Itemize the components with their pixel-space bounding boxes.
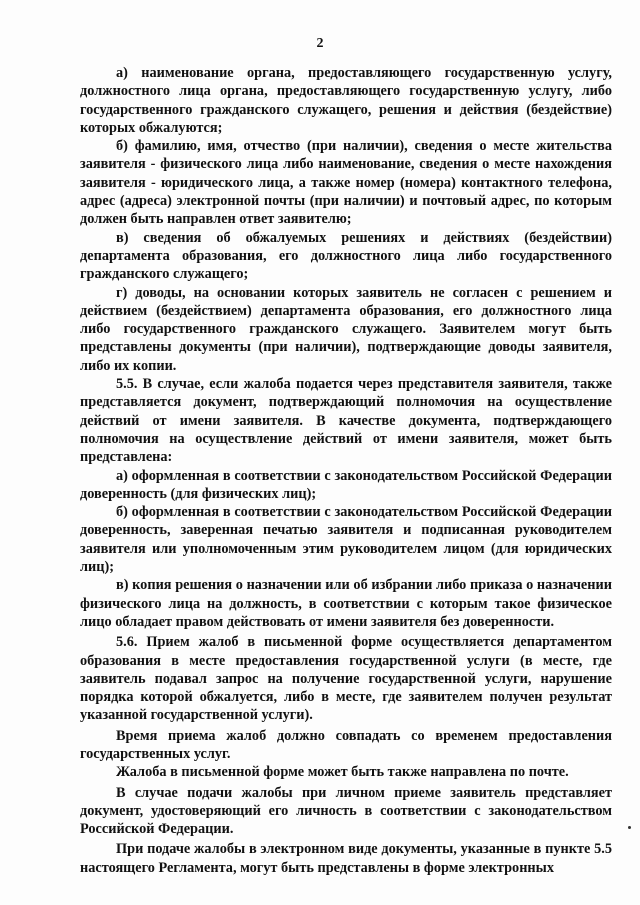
paragraph-5-5-a: а) оформленная в соответствии с законодательством Российской Федерации доверенность (для физических лиц); xyxy=(80,467,612,502)
paragraph-electronic-submission: При подаче жалобы в электронном виде документы, указанные в пункте 5.5 настоящего Регламента, могут быть представлены в форме электронных xyxy=(80,841,612,876)
document-body xyxy=(80,64,612,877)
paragraph-b-applicant-info: б) фамилию, имя, отчество (при наличии), сведения о месте жительства заявителя - физического лица либо наименование, сведения о месте нахождения заявителя - юридического лица, а также номер (номера) контактного телефона, адрес (адреса) электронной почты (при наличии) и почтовый адрес, по которым должен быть направлен ответ заявителю; xyxy=(80,138,612,228)
paragraph-a-authority: а) наименование органа, предоставляющего государственную услугу, должностного лица органа, предоставляющего государственную услугу, либо государственного гражданского служащего, решения и действия (бездействие) которых обжалуются; xyxy=(80,65,612,136)
paragraph-by-mail: Жалоба в письменной форме может быть также направлена по почте. xyxy=(116,764,569,781)
paragraph-reception-time: Время приема жалоб должно совпадать со временем предоставления государственных услуг. xyxy=(80,727,612,762)
scan-dot-mark xyxy=(628,826,631,829)
paragraph-5-5-b: б) оформленная в соответствии с законодательством Российской Федерации доверенность, заверенная печатью заявителя и подписанная руководителем заявителя или уполномоченным этим руководителем лицом (для юридических лиц); xyxy=(80,504,612,576)
paragraph-v-appealed-decisions: в) сведения об обжалуемых решениях и действиях (бездействии) департамента образования, его должностного лица либо государственного гражданского служащего; xyxy=(80,229,612,283)
paragraph-g-arguments: г) доводы, на основании которых заявитель не согласен с решением и действием (бездействием) департамента образования, его должностного лица либо государственного гражданского служащего. Заявителем могут быть представлены документы (при наличии), подтверждающие доводы заявителя, либо их копии. xyxy=(80,284,612,374)
paragraph-5-5: 5.5. В случае, если жалоба подается через представителя заявителя, также представляется документ, подтверждающий полномочия на осуществление действий от имени заявителя. В качестве документа, подтверждающего полномочия на осуществление действий от имени заявителя, может быть представлена: xyxy=(80,376,612,466)
paragraph-5-6: 5.6. Прием жалоб в письменной форме осуществляется департаментом образования в месте предоставления государственной услуги (в месте, где заявитель подавал запрос на получение государственной услуги, нарушение порядка которой обжалуется, либо в месте, где заявителем получен результат указанной государственной услуги). xyxy=(80,634,612,724)
page-number: 2 xyxy=(316,36,324,51)
paragraph-5-5-v: в) копия решения о назначении или об избрании либо приказа о назначении физического лица на должность, в соответствии с которым такое физическое лицо обладает правом действовать от имени заявителя без доверенности. xyxy=(80,577,612,630)
paragraph-personal-reception: В случае подачи жалобы при личном приеме заявитель представляет документ, удостоверяющий его личность в соответствии с законодательством Российской Федерации. xyxy=(80,784,612,838)
